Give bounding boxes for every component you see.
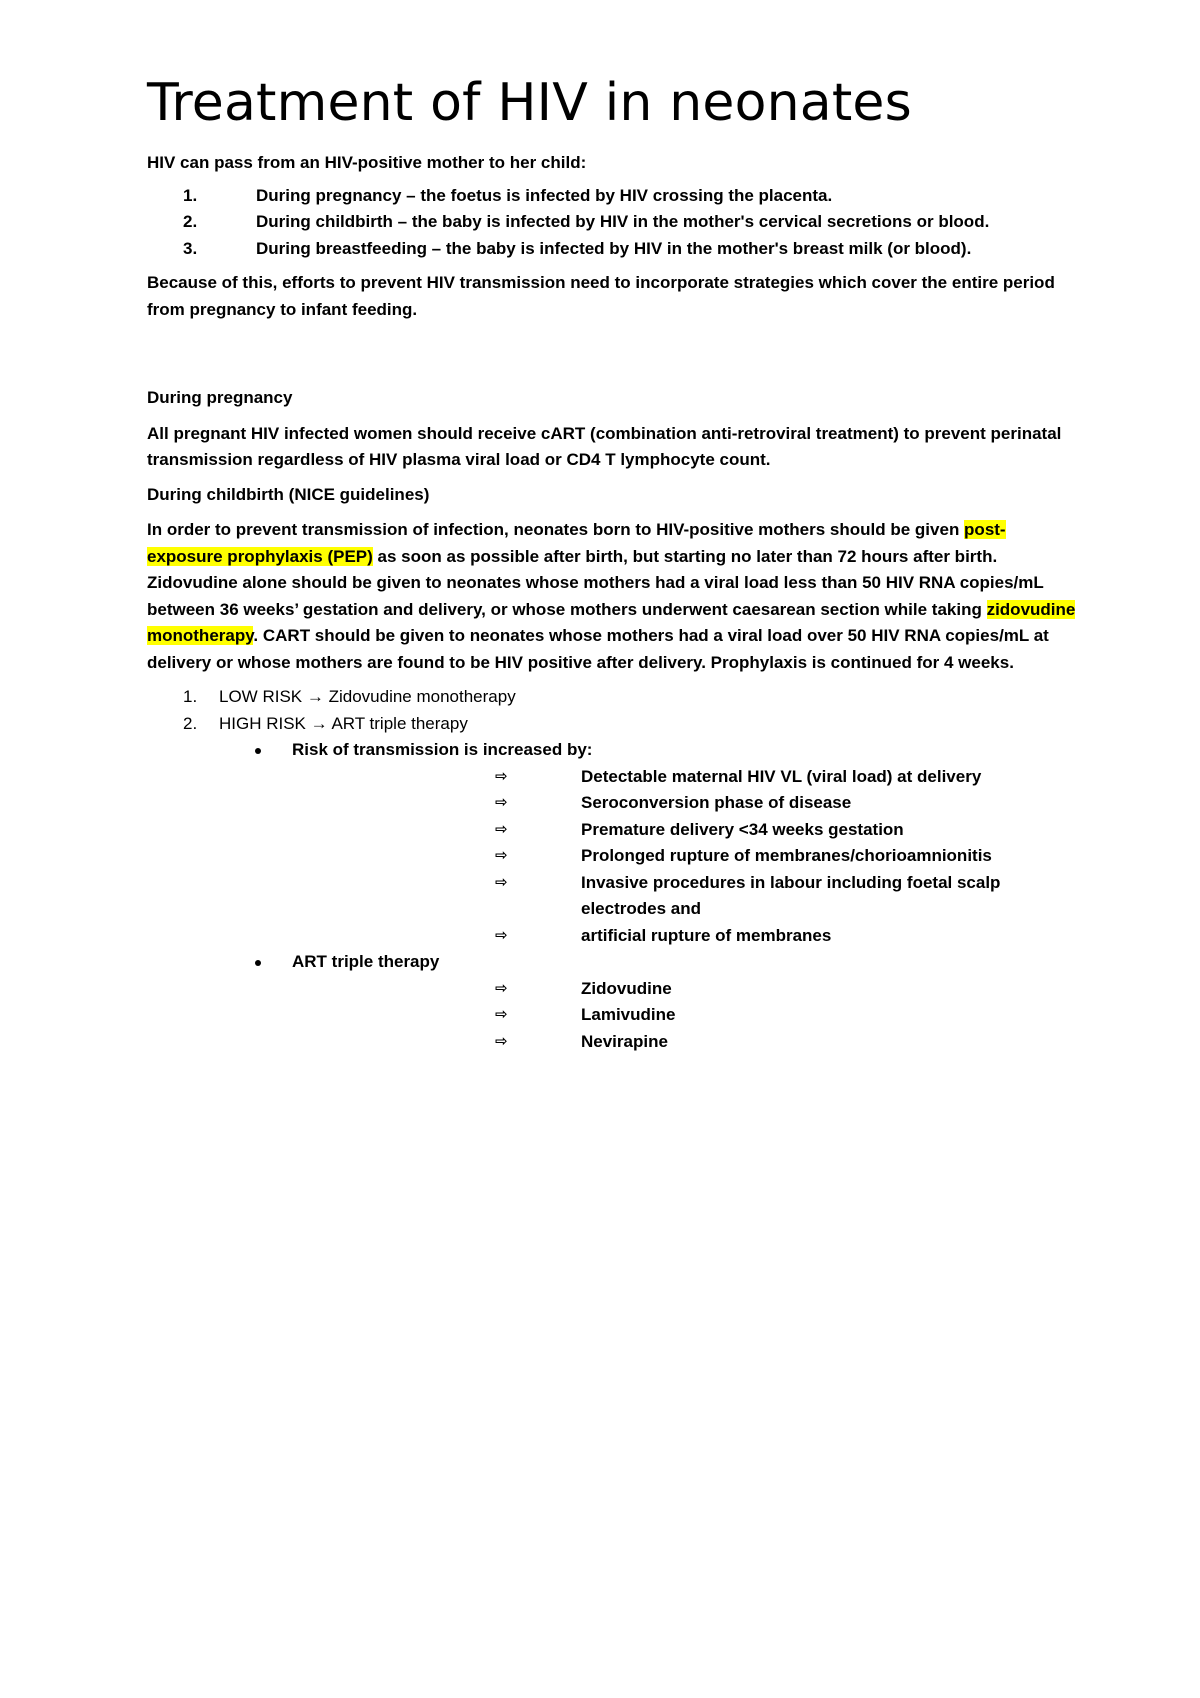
arrow-bullet-icon: ⇨ [495, 1006, 508, 1023]
drug-name: Zidovudine [581, 978, 672, 998]
risk-factor-text: Prolonged rupture of membranes/chorioamnionitis [581, 846, 992, 865]
list-item [147, 236, 1077, 263]
list-item [147, 711, 1077, 738]
childbirth-text-2: as soon as possible after birth, but starting no later than 72 hours after birth. Zidovudine alone should be given to neonates whose mothers had a viral load less than 50 HIV RNA copies/mL between 36 weeks’ gestation and delivery, or whose mothers underwent caesarean section while taking [147, 546, 1044, 619]
drug-name: Nevirapine [581, 1031, 668, 1051]
intro-text: HIV can pass from an HIV-positive mother to her child: [147, 153, 587, 172]
list-item [147, 209, 1077, 236]
risk-factor-text: artificial rupture of membranes [581, 925, 832, 945]
arrow-bullet-icon: ⇨ [495, 847, 508, 864]
list-item [147, 684, 1077, 711]
monotherapy-highlight: zidovudine monotherapy [147, 599, 1076, 645]
arrow-bullet-icon: ⇨ [495, 820, 508, 838]
childbirth-text-3: . CART should be given to neonates whose mothers had a viral load over 50 HIV RNA copies/mL at delivery or whose mothers are found to be HIV positive after delivery. Prophylaxis is continued for 4 weeks. [147, 626, 1049, 672]
risk-level-list [147, 684, 1077, 737]
risk-factor-text: Seroconversion phase of disease [581, 793, 852, 812]
arrow-item [292, 923, 1077, 950]
arrow-item [292, 870, 1077, 923]
strategy-paragraph: Because of this, efforts to prevent HIV transmission need to incorporate strategies which cover the entire period from pregnancy to infant feeding. [147, 273, 1055, 319]
list-number: 2. [183, 713, 198, 733]
arrow-bullet-icon: ⇨ [495, 794, 508, 811]
arrow-bullet-icon: ⇨ [495, 767, 508, 785]
arrow-item [292, 790, 1077, 817]
risk-treatment: Zidovudine monotherapy [328, 687, 516, 706]
risk-treatment: ART triple therapy [331, 713, 468, 733]
childbirth-heading: During childbirth (NICE guidelines) [147, 484, 430, 504]
risk-details-list [147, 737, 1077, 1055]
bullet-item [147, 737, 1077, 949]
childbirth-text-1: In order to prevent transmission of infection, neonates born to HIV-positive mothers should be given [147, 520, 965, 539]
arrow-item [292, 843, 1077, 870]
risk-factor-text: Premature delivery <34 weeks gestation [581, 819, 904, 839]
risk-factors-list [292, 764, 1077, 950]
list-number: 2. [183, 212, 198, 231]
arrow-bullet-icon: ⇨ [495, 1032, 508, 1050]
arrow-bullet-icon: ⇨ [495, 979, 508, 997]
arrow-item [292, 1029, 1077, 1056]
blank-space [147, 331, 1077, 385]
right-arrow-icon: → [310, 713, 328, 733]
bullet-icon [255, 748, 261, 754]
list-item-text: During breastfeeding – the baby is infected by HIV in the mother's breast milk (or blood). [256, 238, 972, 258]
arrow-bullet-icon: ⇨ [495, 926, 508, 944]
risk-label: HIGH RISK [219, 713, 306, 733]
childbirth-paragraph [147, 517, 1077, 676]
document-title: Treatment of HIV in neonates [147, 73, 912, 133]
arrow-item [292, 764, 1077, 791]
right-arrow-icon: → [306, 687, 324, 706]
list-item [147, 183, 1077, 210]
art-therapy-label: ART triple therapy [292, 952, 440, 971]
risk-factor-text: Invasive procedures in labour including foetal scalp electrodes and [581, 872, 1001, 918]
pregnancy-paragraph: All pregnant HIV infected women should receive cART (combination anti-retroviral treatment) to prevent perinatal transmission regardless of HIV plasma viral load or CD4 T lymphocyte count. [147, 423, 1062, 469]
pep-highlight: post-exposure prophylaxis (PEP) [147, 520, 1006, 566]
transmission-modes-list [147, 183, 1077, 263]
bullet-icon [255, 960, 261, 966]
list-item-text: During childbirth – the baby is infected by HIV in the mother's cervical secretions or blood. [256, 212, 990, 231]
arrow-item [292, 1002, 1077, 1029]
document-page [147, 70, 1077, 1055]
list-number: 3. [183, 238, 198, 258]
arrow-item [292, 817, 1077, 844]
list-number: 1. [183, 687, 198, 706]
list-item-text: During pregnancy – the foetus is infected by HIV crossing the placenta. [256, 185, 833, 205]
arrow-item [292, 976, 1077, 1003]
bullet-item [147, 949, 1077, 1055]
risk-factors-label: Risk of transmission is increased by: [292, 740, 593, 759]
risk-factor-text: Detectable maternal HIV VL (viral load) at delivery [581, 766, 982, 786]
pregnancy-heading: During pregnancy [147, 388, 293, 407]
arrow-bullet-icon: ⇨ [495, 873, 508, 891]
risk-label: LOW RISK [219, 687, 303, 706]
art-drugs-list [292, 976, 1077, 1056]
list-number: 1. [183, 185, 198, 205]
drug-name: Lamivudine [581, 1005, 676, 1024]
